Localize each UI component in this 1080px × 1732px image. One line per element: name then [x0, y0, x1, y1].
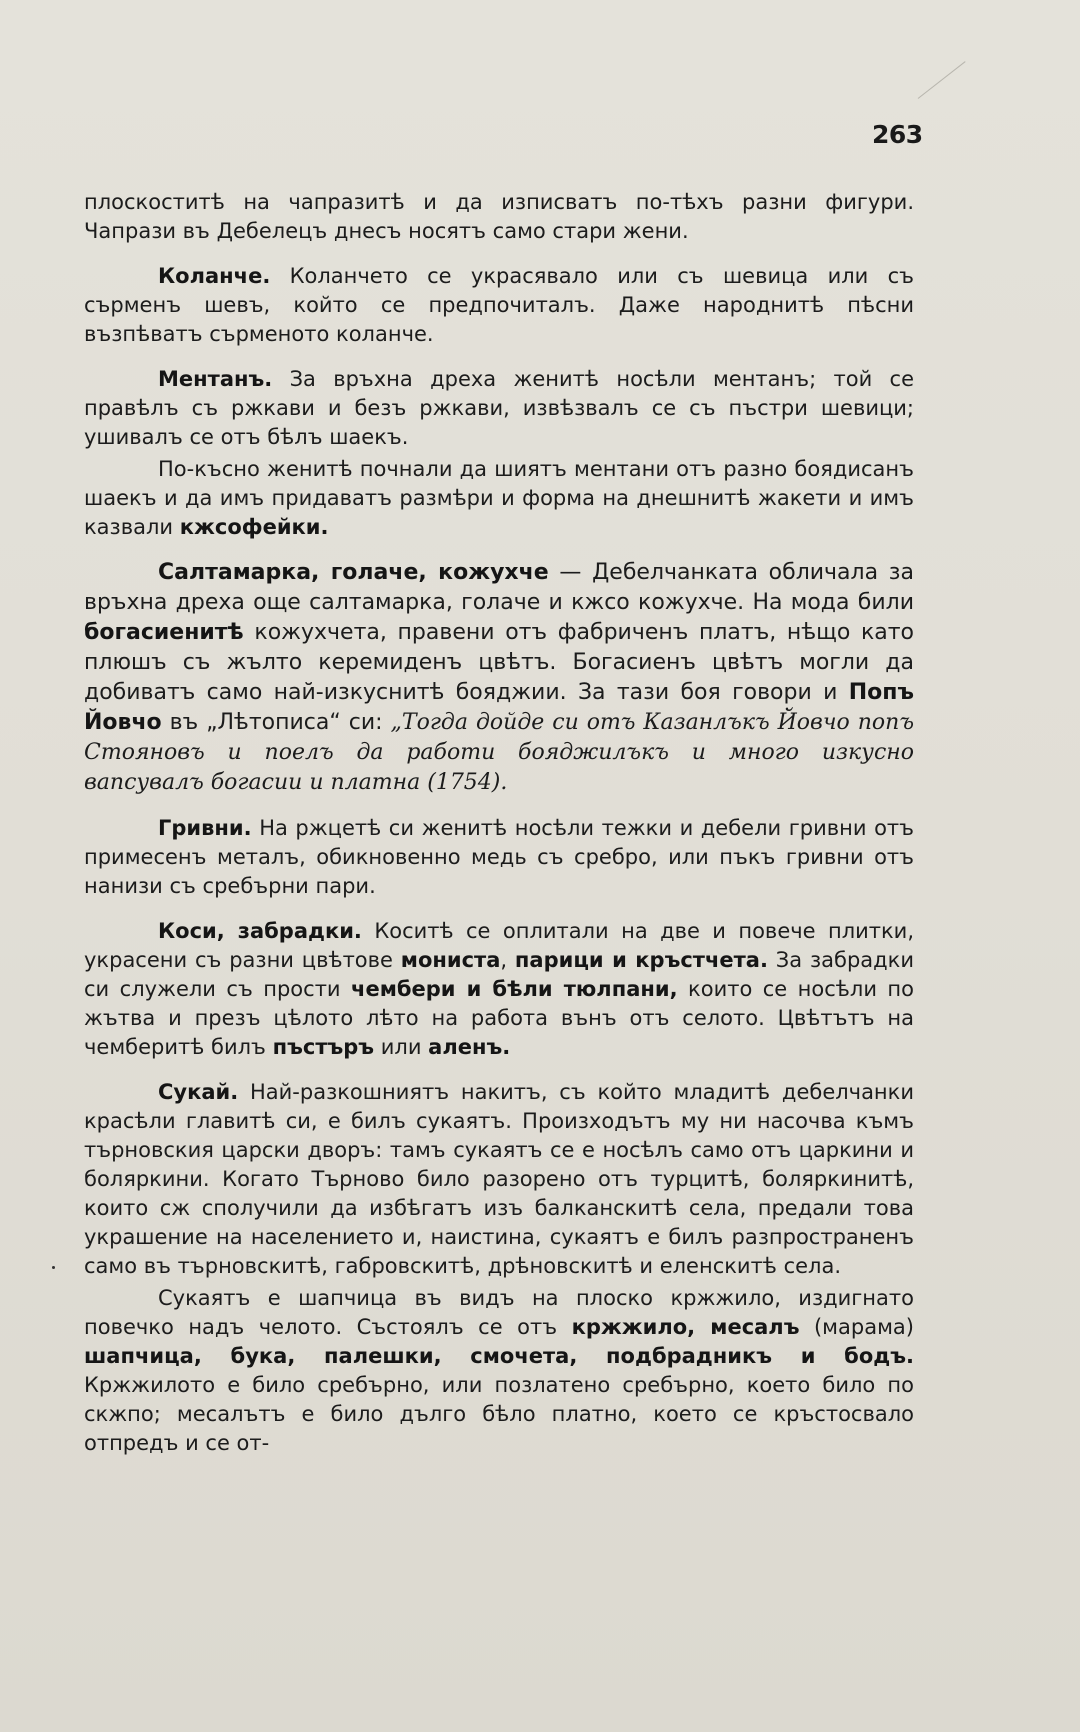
bold-term: мониста: [400, 948, 501, 972]
bold-term: Салтамарка, голаче, кожухче: [158, 560, 549, 585]
text-run: За забрадки си служели съ прости: [84, 948, 914, 1001]
bold-term: богасиенитѣ: [84, 620, 244, 645]
text-run: кожухчета, правени отъ фабриченъ платъ, нѣщо като плюшъ съ жълто керемиденъ цвѣтъ. Богасиенъ цвѣтъ могли да добиватъ само най-изкуснитѣ бояджии. За тази боя говори и: [84, 620, 914, 705]
text-run: въ „Лѣтописа“ си:: [161, 710, 391, 735]
bold-term: Коланче.: [158, 264, 271, 288]
text-run: По-късно женитѣ почнали да шиятъ ментани отъ разно боядисанъ шаекъ и да имъ придаватъ размѣри и форма на днешнитѣ жакети и имъ казвали: [84, 457, 914, 539]
bold-term: кржжило, месалъ: [571, 1315, 800, 1339]
text-run: плоскоститѣ на чапразитѣ и да изписватъ по-тѣхъ разни фигури. Чапрази въ Дебелецъ днесъ носятъ само стари жени.: [84, 190, 914, 243]
italic-quotation: „Тогда дойде си отъ Казанлъкъ Йовчо попъ Стояновъ и поелъ да работи бояджилъкъ и много изкусно вапсувалъ богасии и платна (1754).: [84, 710, 914, 795]
margin-dot: [52, 1266, 55, 1269]
paragraph-saltamarka: [84, 558, 914, 798]
paragraph-grivni: [84, 814, 914, 901]
text-run: ,: [500, 948, 515, 972]
paragraph-kosi-zabradki: [84, 917, 914, 1062]
page-body: [84, 188, 914, 1458]
bold-term: аленъ.: [428, 1035, 511, 1059]
text-run: На ржцетѣ си женитѣ носѣли тежки и дебели гривни отъ примесенъ металъ, обикновенно медь съ сребро, или пъкъ гривни отъ нанизи съ сребърни пари.: [84, 816, 914, 898]
bold-term: Ментанъ.: [158, 367, 273, 391]
bold-term: пъстъръ: [272, 1035, 375, 1059]
text-run: Коланчето се украсявало или съ шевица или съ сърменъ шевъ, който се предпочиталъ. Даже народнитѣ пѣсни възпѣватъ сърменото коланче.: [84, 264, 914, 346]
paragraph-mentan: [84, 365, 914, 452]
bold-term: шапчица, бука, палешки, смочета, подбрадникъ и бодъ.: [84, 1344, 914, 1368]
bold-term: кжсофейки.: [179, 515, 329, 539]
paragraph-kolanche: [84, 262, 914, 349]
bold-term: Коси, забрадки.: [158, 919, 362, 943]
bold-term: парици и кръстчета.: [514, 948, 768, 972]
text-run: Коситѣ се оплитали на две и повече плитки, украсени съ разни цвѣтове: [84, 919, 915, 972]
page-corner-mark: [918, 61, 966, 99]
text-run: или: [374, 1035, 429, 1059]
page-number: 263: [872, 120, 923, 149]
bold-term: Сукай.: [158, 1080, 239, 1104]
text-run: които се носѣли по жътва и презъ цѣлото лѣто на работа вънъ отъ селото. Цвѣтътъ на чемберитѣ билъ: [84, 977, 915, 1059]
text-run: (марама): [799, 1315, 914, 1339]
text-run: За връхна дреха женитѣ носѣли ментанъ; той се правѣлъ съ ржкави и безъ ржкави, извѣзвалъ се съ пъстри шевици; ушивалъ се отъ бѣлъ шаекъ.: [84, 367, 914, 449]
text-run: Кржжилото е било сребърно, или позлатено сребърно, което било по скжпо; месалътъ е било дълго бѣло платно, което се кръстосвало отпредъ и се от-: [84, 1373, 914, 1455]
paragraph-mentan-later: [84, 455, 914, 542]
paragraph-sukay-parts: [84, 1284, 914, 1458]
paragraph-chapraz-end: [84, 188, 914, 246]
text-run: — Дебелчанката обличала за връхна дреха още салтамарка, голаче и кжсо кожухче. На мода били: [84, 560, 914, 615]
text-run: Най-разкошниятъ накитъ, съ който младитѣ дебелчанки красѣли главитѣ си, е билъ сукаятъ. Произходътъ му ни насочва къмъ търновския царски дворъ: тамъ сукаятъ се е носѣлъ само отъ царкини и боляркини. Когато Търново било разорено отъ турцитѣ, боляркинитѣ, които сж сполучили да избѣгатъ изъ балканскитѣ села, предали това украшение на населението и, наистина, сукаятъ е билъ разпространенъ само въ търновскитѣ, габровскитѣ, дрѣновскитѣ и еленскитѣ села.: [84, 1080, 914, 1278]
bold-term: Гривни.: [158, 816, 252, 840]
paragraph-sukay: [84, 1078, 914, 1281]
text-run: Сукаятъ е шапчица въ видъ на плоско кржжило, издигнато повечко надъ челото. Състоялъ се отъ: [84, 1286, 914, 1339]
bold-term: чембери и бѣли тюлпани,: [351, 977, 678, 1001]
bold-term: Попъ Йовчо: [84, 680, 914, 735]
